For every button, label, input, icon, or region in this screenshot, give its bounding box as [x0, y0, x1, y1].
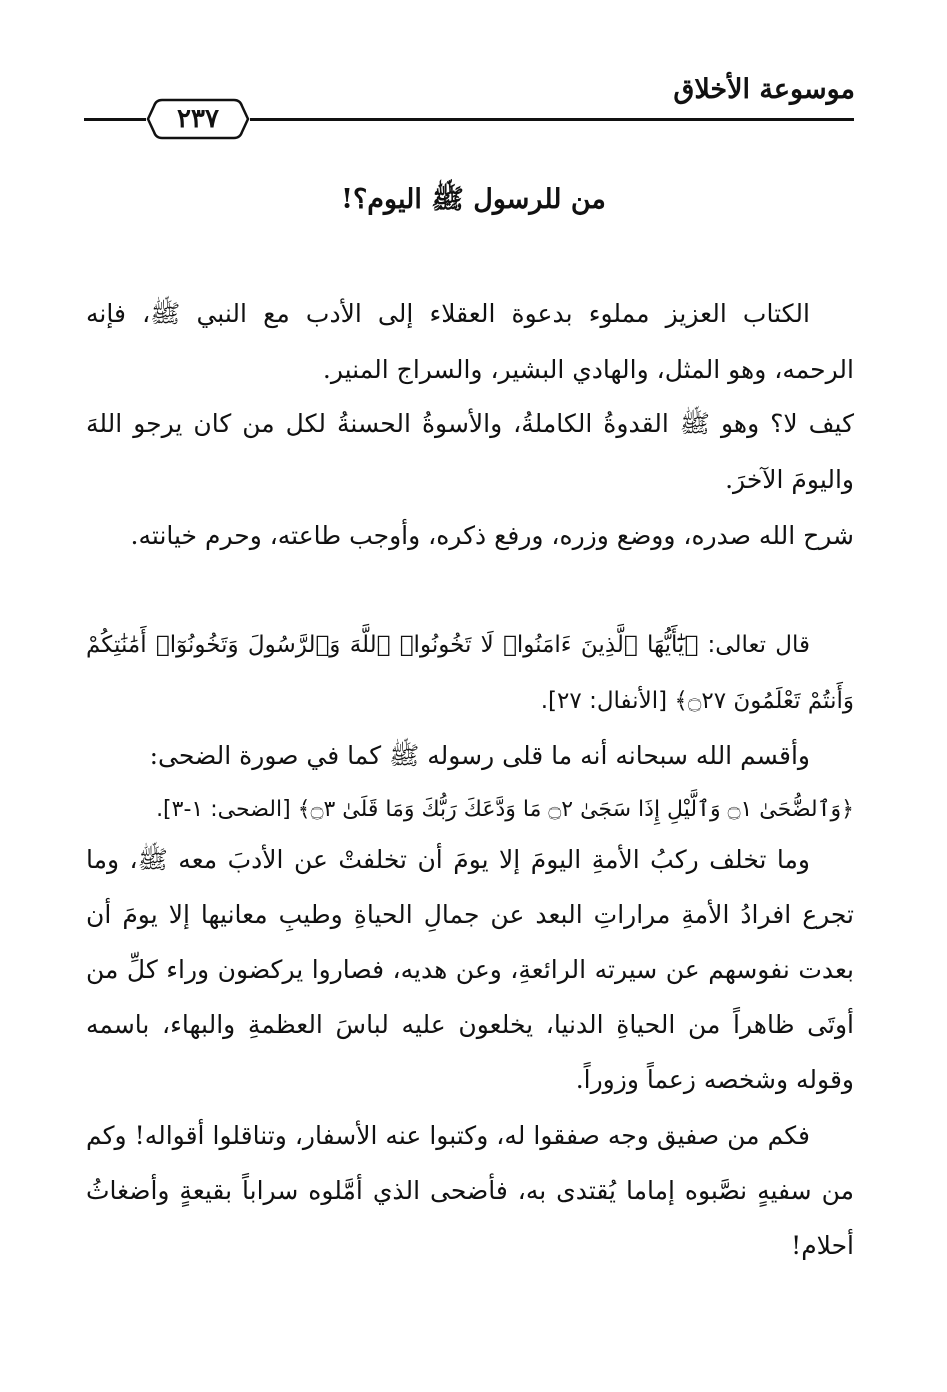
paragraph-6-quran-duha: ﴿وَٱلضُّحَىٰ ۝١ وَٱلَّيْلِ إِذَا سَجَىٰ ۝٢ مَا وَدَّعَكَ رَبُّكَ وَمَا قَلَىٰ ۝٣﴾ [الضحى: ١-٣].: [156, 797, 854, 822]
paragraph-7: وما تخلف ركبُ الأمةِ اليومَ إلا يومَ أن تخلفتْ عن الأدبَ معه ﷺ، وما تجرع افرادُ الأمةِ مراراتِ البعد عن جمالِ الحياةِ وطيبِ معانيها إلا يومَ أن بعدت نفوسهم عن سيرته الرائعةِ، وعن هديه، فصاروا يركضون وراء كلِّ من أوتَى ظاهراً من الحياةِ الدنيا، يخلعون عليه لباسَ العظمةِ والبهاء، باسمه وقوله وشخصه زعماً وزوراً.: [86, 845, 854, 1094]
page-number: ٢٣٧: [177, 104, 219, 134]
paragraph-1: الكتاب العزيز مملوء بدعوة العقلاء إلى الأدب مع النبي ﷺ، فإنه الرحمه، وهو المثل، والهادي البشير، والسراج المنير.: [86, 299, 854, 384]
paragraph-5: وأقسم الله سبحانه أنه ما قلى رسوله ﷺ كما في صورة الضحى:: [149, 741, 810, 770]
paragraph-2: كيف لا؟ وهو ﷺ القدوةُ الكاملةُ، والأسوةُ الحسنةُ لكل من كان يرجو اللهَ واليومَ الآخرَ.: [86, 409, 854, 494]
paragraph-4-quran-anfal: قال تعالى: ﴿يَٰٓأَيُّهَا ٱلَّذِينَ ءَامَنُوا۟ لَا تَخُونُوا۟ ٱللَّهَ وَٱلرَّسُولَ وَتَخُونُوٓا۟ أَمَٰنَٰتِكُمْ وَأَنتُمْ تَعْلَمُونَ ۝٢٧﴾ [الأنفال: ٢٧].: [86, 632, 854, 714]
header-rule-left: [84, 118, 146, 121]
paragraph-8: فكم من صفيق وجه صفقوا له، وكتبوا عنه الأسفار، وتناقلوا أقواله! وكم من سفيهٍ نصَّبوه إماما يُقتدى به، فأضحى الذي أمَّلوه سراباً بقيعةٍ وأضغاثُ أحلام!: [86, 1121, 854, 1260]
paragraph-3: شرح الله صدره، ووضع وزره، ورفع ذكره، وأوجب طاعته، وحرم خيانته.: [130, 521, 854, 550]
header-rule-right: [250, 118, 854, 121]
running-header-title: موسوعة الأخلاق: [673, 74, 855, 105]
section-title: من للرسول ﷺ اليوم؟!: [341, 184, 606, 215]
